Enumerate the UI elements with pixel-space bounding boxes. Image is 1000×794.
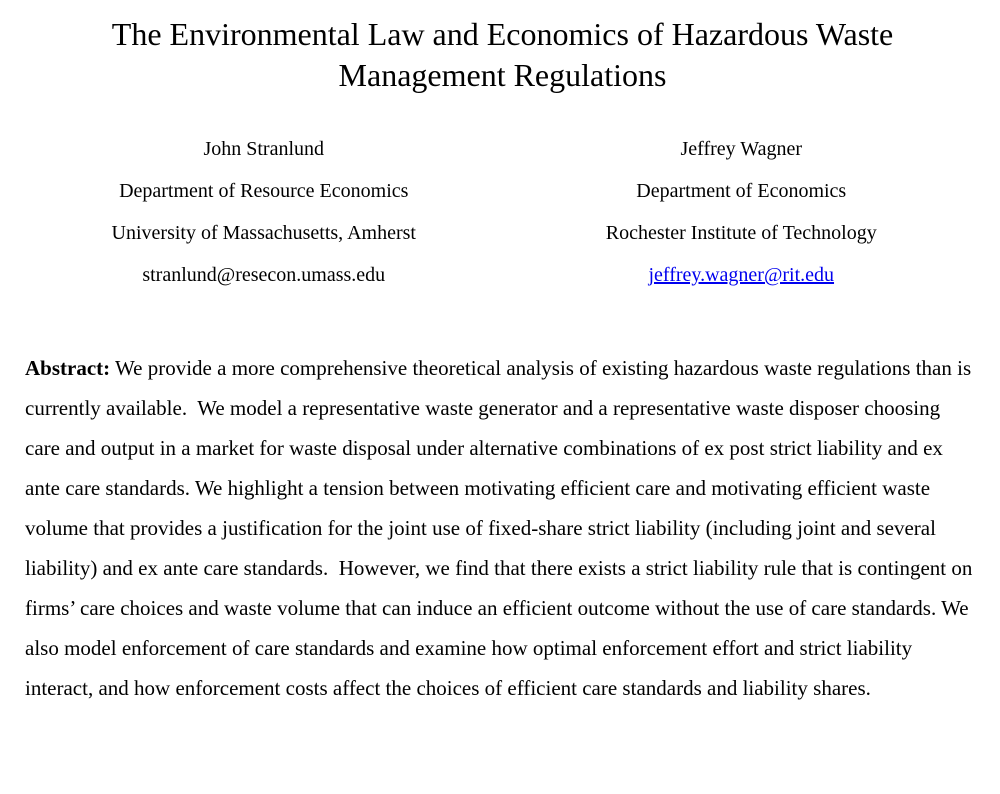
author-institution: Rochester Institute of Technology <box>605 222 877 244</box>
author-department: Department of Resource Economics <box>119 180 409 202</box>
abstract-label: Abstract: <box>25 356 111 380</box>
author-block-right <box>503 128 981 296</box>
author-institution: University of Massachusetts, Amherst <box>111 222 416 244</box>
author-name: John Stranlund <box>203 138 325 160</box>
author-department: Department of Economics <box>636 180 847 202</box>
paper-title: The Environmental Law and Economics of Hazardous Waste Management Regulations <box>111 16 894 93</box>
author-email-line <box>503 254 981 296</box>
author-email: stranlund@resecon.umass.edu <box>142 264 386 286</box>
author-block-left <box>25 128 503 296</box>
author-section <box>25 128 980 296</box>
author-name: Jeffrey Wagner <box>680 138 802 160</box>
abstract-text: We provide a more comprehensive theoretical analysis of existing hazardous waste regulations than is currently available. We model a representative waste generator and a representative waste disposer choosing care and output in a market for waste disposal under alternative combinations of ex post strict liability and ex ante care standards. We highlight a tension between motivating efficient care and motivating efficient waste volume that provides a justification for the joint use of fixed-share strict liability (including joint and several liability) and ex ante care standards. However, we find that there exists a strict liability rule that is contingent on firms’ care choices and waste volume that can induce an efficient outcome without the use of care standards. We also model enforcement of care standards and examine how optimal enforcement effort and strict liability interact, and how enforcement costs affect the choices of efficient care standards and liability shares. <box>25 356 978 700</box>
author-email-link[interactable]: jeffrey.wagner@rit.edu <box>648 264 835 286</box>
abstract-paragraph <box>25 348 980 708</box>
